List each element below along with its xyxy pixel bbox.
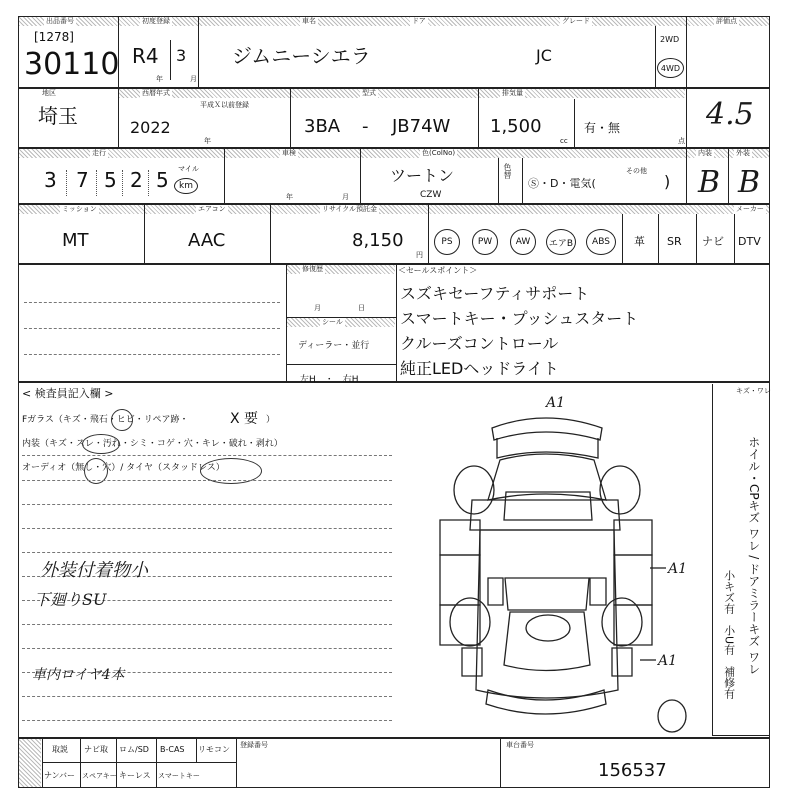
type-dash: - <box>362 116 369 137</box>
diagram-mark-1: A1 <box>546 395 566 411</box>
inspector-line3: オーディオ（無し・穴）/ タイヤ（スタッドレス） <box>22 463 225 473</box>
grade-label: グレード <box>562 17 590 25</box>
equip-sunroof: SR <box>667 235 682 248</box>
footer-spare-key: スペアキー <box>82 772 117 780</box>
mileage-digit-1: 3 <box>44 168 57 192</box>
repair-label: 修復歴 <box>302 265 323 273</box>
paint-options: Ⓢ・D・電気( <box>528 177 596 190</box>
reg-year-unit: 年 <box>156 75 163 83</box>
inspector-line1-close: ） <box>266 415 276 425</box>
mileage-digit-4: 2 <box>130 168 143 192</box>
color-name: ツートン <box>390 166 455 185</box>
model-year-note: 平成Ｘ以前登録 <box>200 101 249 109</box>
shaken-label: 車検 <box>282 149 296 157</box>
footer-chassis-number: 156537 <box>598 760 667 781</box>
area-label: 地区 <box>42 89 56 97</box>
type-code: JB74W <box>392 116 451 137</box>
footer-rom-sd: ロム/SD <box>119 745 149 754</box>
inspector-note-2: 下廻りSU <box>34 590 107 609</box>
recycle-label: リサイクル預託金 <box>322 205 378 213</box>
score-handwritten: 4.5 <box>706 97 754 132</box>
displacement-label: 排気量 <box>502 89 523 97</box>
equip-ps: PS <box>434 229 460 255</box>
equip-abs: ABS <box>586 229 616 255</box>
shaken-month-unit: 月 <box>342 193 349 201</box>
interior-label: 内装 <box>698 149 712 157</box>
seal-label: シール <box>322 318 343 326</box>
month-label: 月 <box>314 304 321 312</box>
drive-4wd-circled: 4WD <box>657 58 684 78</box>
model-year: 2022 <box>130 118 171 137</box>
equip-airbag: エアB <box>546 229 576 255</box>
mission-label: ミッション <box>62 205 97 213</box>
color-code: CZW <box>420 190 442 200</box>
equip-leather: 革 <box>634 235 645 248</box>
interior-grade: B <box>698 165 721 200</box>
car-name: ジムニーシエラ <box>232 44 371 68</box>
lot-number: 30110 <box>24 47 120 82</box>
type-prefix: 3BA <box>304 116 341 137</box>
diagram-mark-2: A1 <box>668 561 688 577</box>
first-reg-label: 初度登録 <box>142 17 170 25</box>
shaken-year-unit: 年 <box>286 193 293 201</box>
diagram-mark-3: A1 <box>658 653 678 669</box>
color-change-label: 色替 <box>503 163 512 179</box>
footer-keyless: キーレス <box>119 771 151 780</box>
mileage-digit-3: 5 <box>104 168 117 192</box>
recycle-value: 8,150 <box>352 230 404 251</box>
door-label: ドア <box>412 17 426 25</box>
mission-value: MT <box>62 230 89 251</box>
grade-value: JC <box>536 46 552 65</box>
aircon-value: AAC <box>188 230 226 251</box>
sales-point-2: スマートキー・プッシュスタート <box>400 309 639 328</box>
area-value: 埼玉 <box>38 104 78 128</box>
footer-smart-key: スマートキー <box>158 772 200 780</box>
displacement-unit: cc <box>560 137 568 145</box>
inspector-line1: Fガラス（キズ・飛石・ヒビ・リペア跡・ <box>22 415 189 425</box>
score-unit: 点 <box>678 137 685 145</box>
options-label: メーカー <box>736 205 764 213</box>
sales-point-3: クルーズコントロール <box>400 334 559 353</box>
footer-navi-manual: ナビ取 <box>84 745 108 754</box>
car-name-label: 車名 <box>302 17 316 25</box>
footer-manual: 取説 <box>52 745 68 754</box>
equip-navi: ナビ <box>702 235 724 248</box>
equip-aw: AW <box>510 229 536 255</box>
dealer-option: ディーラー・並行 <box>298 341 370 351</box>
inspector-note-1: 外装付着物小 <box>40 560 148 581</box>
inspector-note-3: 車内ロイヤ4本 <box>32 667 125 683</box>
footer-number-plate: ナンバー <box>44 771 76 780</box>
drive-2wd: 2WD <box>660 35 680 44</box>
footer-remote: リモコン <box>198 745 230 754</box>
reg-month: 3 <box>176 46 187 65</box>
diagram-legend: ホイル・CPキズ ワレ / ドアミラーキズ ワレ <box>746 436 761 675</box>
mileage-digit-2: 7 <box>76 168 89 192</box>
day-label: 日 <box>358 304 365 312</box>
reg-era-year: R4 <box>132 44 159 68</box>
model-year-unit: 年 <box>204 137 211 145</box>
lot-label: 出品番号 <box>46 17 74 25</box>
sales-point-4: 純正LEDヘッドライト <box>400 359 559 378</box>
footer-reg-label: 登録番号 <box>240 741 268 749</box>
inspector-line2: 内装（キズ・スレ・汚れ・シミ・コゲ・穴・キレ・破れ・剥れ） <box>22 439 283 449</box>
equip-pw: PW <box>472 229 498 255</box>
mileage-label: 走行 <box>92 149 106 157</box>
footer-bcas: B-CAS <box>160 745 185 754</box>
recycle-unit: 円 <box>416 251 423 259</box>
diagram-corner-label: キズ・ワレ <box>736 387 771 395</box>
model-year-label: 西暦年式 <box>142 89 170 97</box>
footer-chassis-label: 車台番号 <box>506 741 534 749</box>
mileage-unit-km-circled: km <box>174 178 198 194</box>
reg-month-unit: 月 <box>190 75 197 83</box>
exterior-label: 外装 <box>736 149 750 157</box>
turbo-option: 有・無 <box>584 121 621 135</box>
paint-close: ) <box>664 172 671 191</box>
equip-dtv: DTV <box>738 235 761 248</box>
color-label: 色(ColNo) <box>422 149 456 157</box>
exterior-grade: B <box>738 165 761 200</box>
mileage-unit-mile: マイル <box>178 165 199 173</box>
inspector-title: < 検査員記入欄 > <box>22 387 114 400</box>
paint-other-label: その他 <box>626 167 647 175</box>
displacement-value: 1,500 <box>490 116 542 137</box>
diagram-legend-2: 小キズ有 小U有 補修有 <box>722 570 736 700</box>
sales-point-1: スズキセーフティサポート <box>400 284 590 303</box>
lot-bracket: [1278] <box>34 30 74 44</box>
handle-option: 左H ・ 右H <box>300 375 359 385</box>
inspector-line1-mark: X 要 <box>230 411 259 427</box>
score-label: 評価点 <box>716 17 737 25</box>
mileage-digit-5: 5 <box>156 168 169 192</box>
aircon-label: エアコン <box>198 205 226 213</box>
sales-points-label: ＜セールスポイント＞ <box>398 266 478 275</box>
type-label: 型式 <box>362 89 376 97</box>
